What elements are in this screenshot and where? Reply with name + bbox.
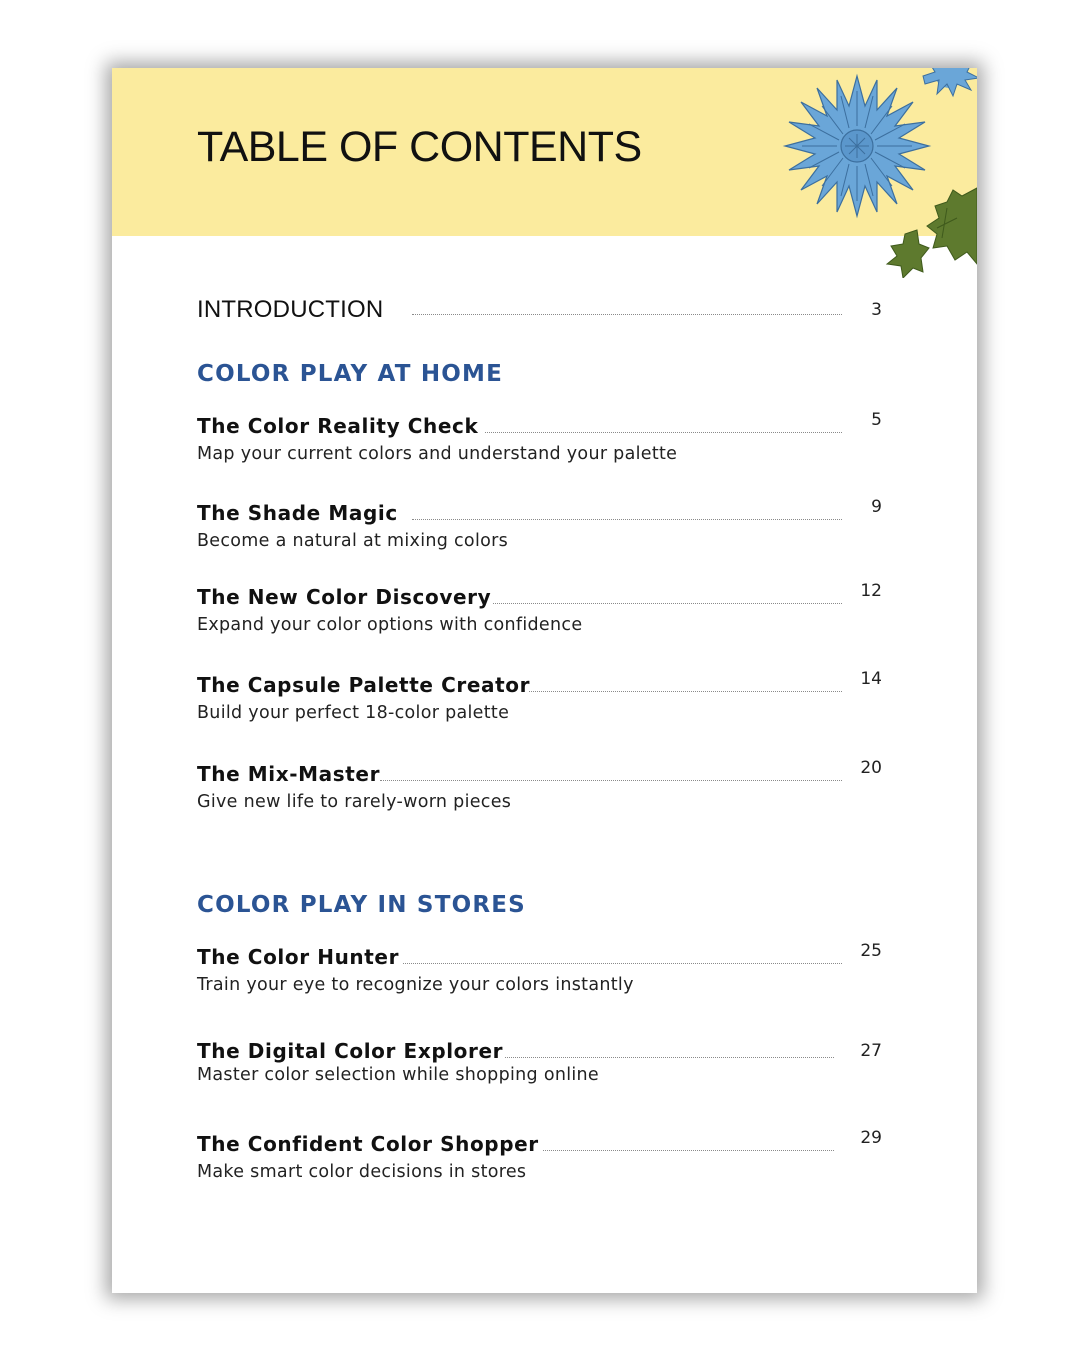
document-page: [112, 68, 977, 1293]
page-number: 5: [871, 410, 882, 430]
entry-description: Map your current colors and understand your palette: [197, 444, 678, 464]
dot-leader: [529, 691, 842, 692]
dot-leader: [543, 1150, 834, 1151]
dot-leader: [403, 963, 842, 964]
toc-entry[interactable]: [197, 758, 882, 812]
page-title: TABLE OF CONTENTS: [197, 123, 642, 171]
dot-leader: [505, 1057, 834, 1058]
entry-title: The Digital Color Explorer: [197, 1039, 504, 1063]
page-number: 14: [860, 669, 882, 689]
entry-description: Build your perfect 18-color palette: [197, 703, 510, 723]
section-heading: COLOR PLAY AT HOME: [197, 361, 504, 387]
dot-leader: [412, 519, 842, 520]
cornflower-icon: [923, 68, 977, 96]
entry-title: The Capsule Palette Creator: [197, 673, 531, 697]
cornflower-icon: [785, 76, 929, 216]
entry-description: Become a natural at mixing colors: [197, 531, 509, 551]
leaf-icon: [887, 188, 977, 278]
page-number: 3: [871, 300, 882, 320]
page-number: 12: [860, 581, 882, 601]
entry-description: Give new life to rarely-worn pieces: [197, 792, 512, 812]
entry-title: The Mix-Master: [197, 762, 381, 786]
entry-title: The Shade Magic: [197, 501, 398, 525]
dot-leader: [380, 780, 842, 781]
page-number: 20: [860, 758, 882, 778]
dot-leader: [493, 603, 842, 604]
toc-entry[interactable]: [197, 1128, 882, 1182]
page-number: 25: [860, 941, 882, 961]
page-number: 9: [871, 497, 882, 517]
entry-title: The Color Reality Check: [197, 414, 479, 438]
toc-entry[interactable]: [197, 497, 882, 551]
section-heading: COLOR PLAY IN STORES: [197, 892, 526, 918]
entry-description: Master color selection while shopping online: [197, 1065, 599, 1085]
dot-leader: [485, 432, 842, 433]
page-number: 27: [860, 1041, 882, 1061]
page-number: 29: [860, 1128, 882, 1148]
floral-decoration: [777, 68, 977, 278]
entry-title: The Color Hunter: [197, 945, 400, 969]
entry-description: Train your eye to recognize your colors instantly: [197, 975, 634, 995]
entry-title: The Confident Color Shopper: [197, 1132, 539, 1156]
entry-description: Expand your color options with confidence: [197, 615, 583, 635]
toc-entry-introduction[interactable]: [197, 296, 882, 326]
entry-title: The New Color Discovery: [197, 585, 492, 609]
toc-entry[interactable]: [197, 581, 882, 635]
entry-title: INTRODUCTION: [197, 296, 384, 323]
toc-entry[interactable]: [197, 941, 882, 995]
entry-description: Make smart color decisions in stores: [197, 1162, 527, 1182]
toc-entry[interactable]: [197, 410, 882, 464]
dot-leader: [412, 314, 842, 315]
toc-entry[interactable]: [197, 669, 882, 723]
toc-entry[interactable]: [197, 1039, 882, 1085]
